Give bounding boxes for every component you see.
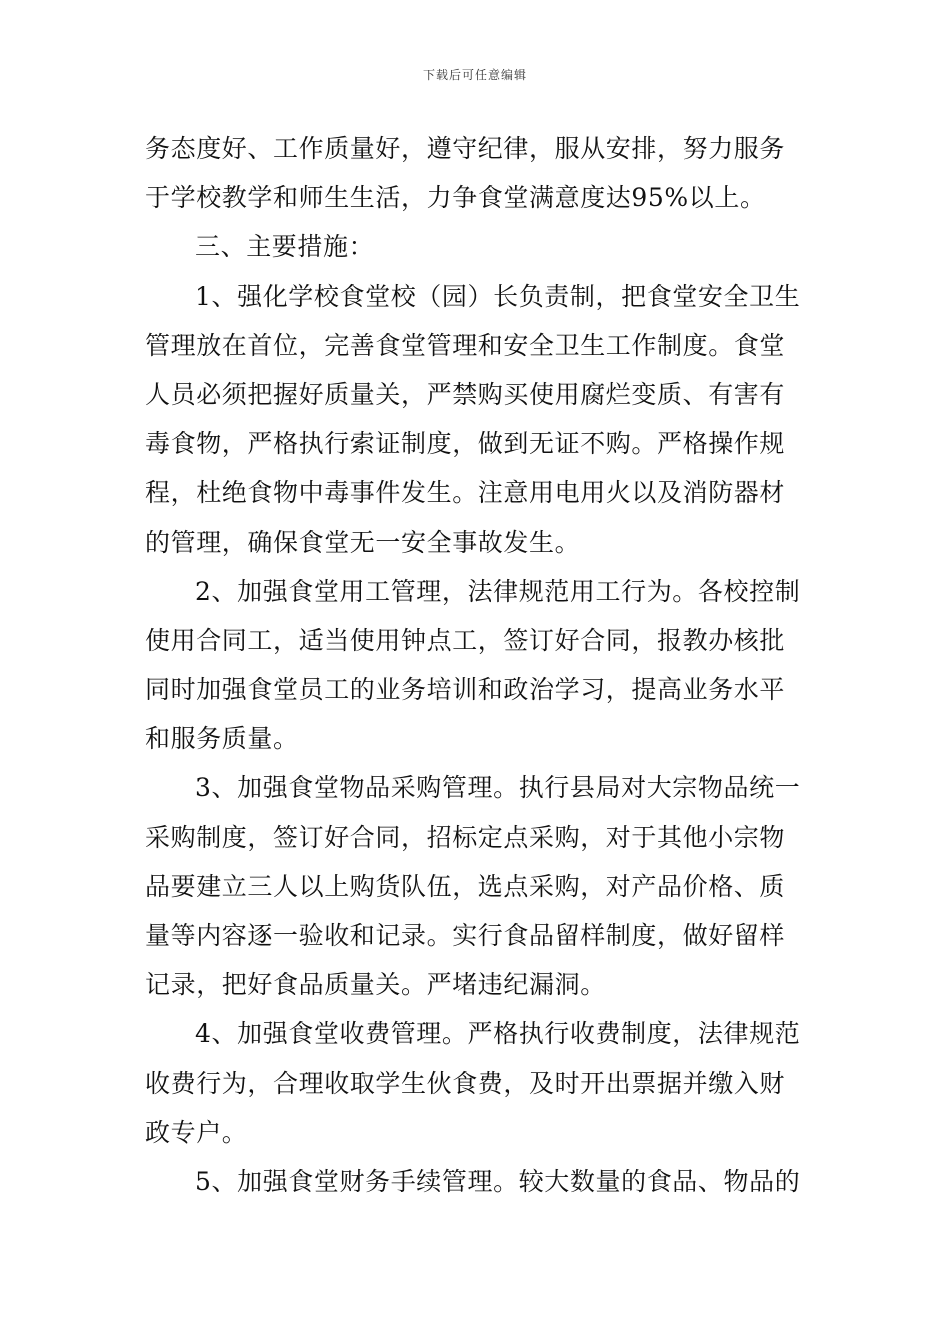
text-line: 收费行为，合理收取学生伙食费，及时开出票据并缴入财 — [145, 1068, 786, 1098]
text-line: 量等内容逐一验收和记录。实行食品留样制度，做好留样 — [145, 921, 786, 950]
text-line: 的管理，确保食堂无一安全事故发生。 — [145, 527, 581, 557]
text-line: 采购制度，签订好合同，招标定点采购，对于其他小宗物 — [145, 822, 786, 852]
text-line: 管理放在首位，完善食堂管理和安全卫生工作制度。食堂 — [145, 330, 786, 360]
text-line: 同时加强食堂员工的业务培训和政治学习，提高业务水平 — [145, 675, 786, 705]
text-line: 毒食物，严格执行索证制度，做到无证不购。严格操作规 — [145, 429, 786, 459]
text-line: 于学校教学和师生生活，力争食堂满意度达95%以上。 — [145, 183, 766, 213]
text-line: 3、加强食堂物品采购管理。执行县局对大宗物品统一 — [195, 773, 801, 803]
text-line: 使用合同工，适当使用钟点工，签订好合同，报教办核批 — [145, 625, 786, 655]
page-header-note: 下载后可任意编辑 — [422, 68, 527, 82]
text-line: 和服务质量。 — [145, 724, 299, 754]
text-line: 程，杜绝食物中毒事件发生。注意用电用火以及消防器材 — [145, 478, 786, 508]
text-line: 4、加强食堂收费管理。严格执行收费制度，法律规范 — [195, 1019, 801, 1049]
text-line: 5、加强食堂财务手续管理。较大数量的食品、物品的 — [195, 1166, 801, 1196]
text-line: 品要建立三人以上购货队伍，选点采购，对产品价格、质 — [145, 871, 786, 901]
text-line: 务态度好、工作质量好，遵守纪律，服从安排，努力服务 — [145, 134, 786, 163]
section-heading: 三、主要措施： — [195, 232, 375, 262]
text-line: 政专户。 — [145, 1117, 248, 1147]
text-line: 人员必须把握好质量关，严禁购买使用腐烂变质、有害有 — [145, 379, 786, 409]
text-line: 2、加强食堂用工管理，法律规范用工行为。各校控制 — [195, 576, 801, 606]
text-line: 记录，把好食品质量关。严堵违纪漏洞。 — [145, 970, 606, 1000]
text-line: 1、强化学校食堂校（园）长负责制，把食堂安全卫生 — [195, 281, 801, 311]
document-body — [145, 124, 810, 1206]
